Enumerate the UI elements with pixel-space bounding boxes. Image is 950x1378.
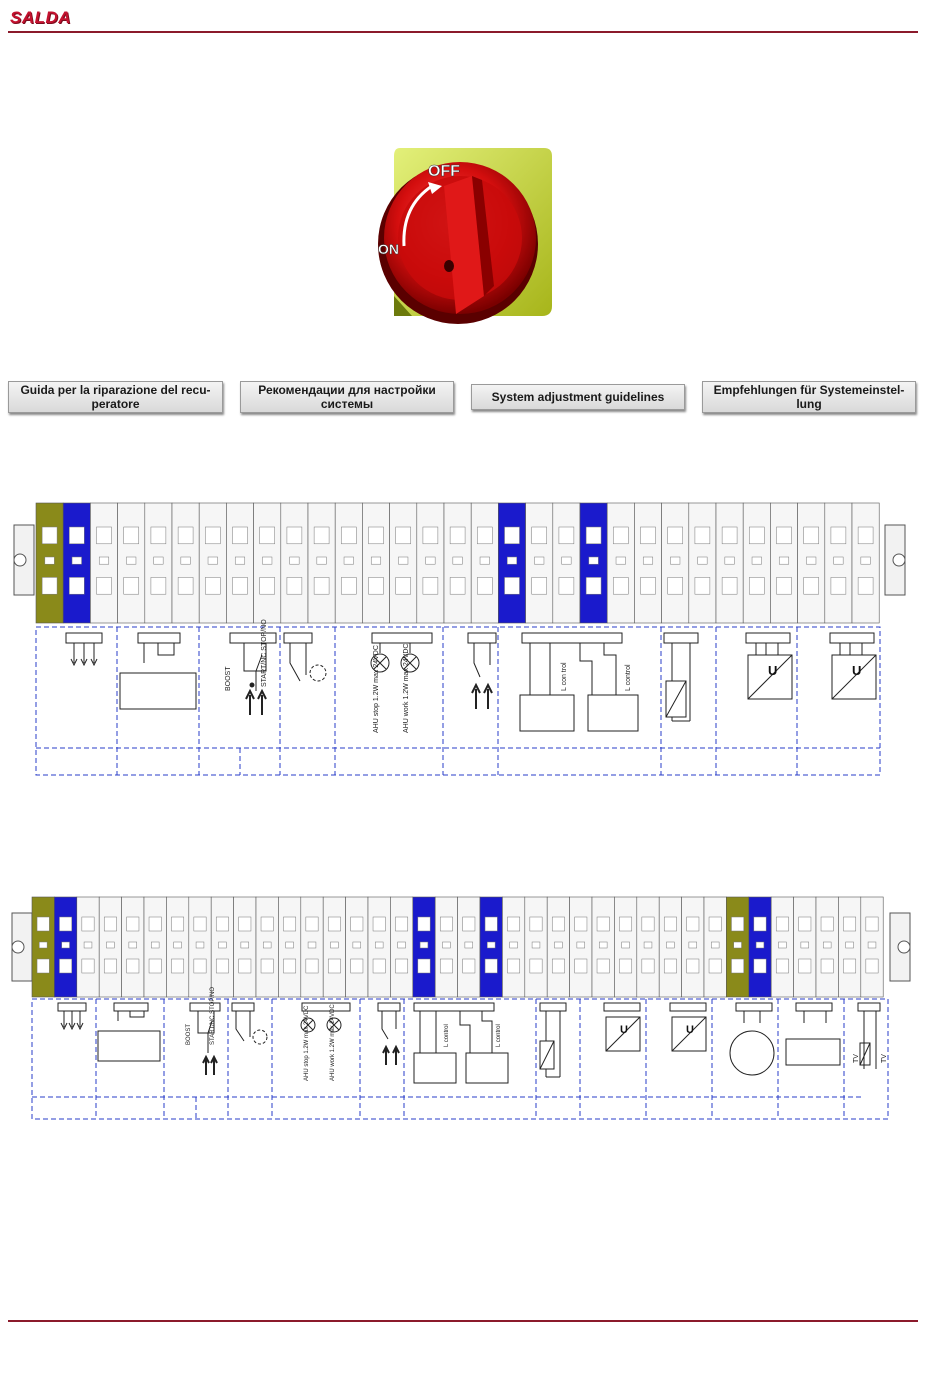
terminal-slot xyxy=(328,917,340,931)
terminal-slot xyxy=(453,557,463,564)
terminal-slot xyxy=(668,577,683,594)
terminal-slot xyxy=(749,577,764,594)
terminal-slot xyxy=(559,577,574,594)
terminal-slot xyxy=(260,527,275,544)
terminal-slot xyxy=(283,917,295,931)
terminal-slot xyxy=(641,577,656,594)
terminal-slot xyxy=(69,527,84,544)
terminal-slot xyxy=(821,959,833,973)
terminal-slot xyxy=(314,527,329,544)
terminal-slot xyxy=(124,527,139,544)
terminal-slot xyxy=(418,959,430,973)
terminal-slot xyxy=(154,557,164,564)
terminal-slot xyxy=(641,527,656,544)
terminal-slot xyxy=(395,917,407,931)
terminal-slot xyxy=(507,557,517,564)
tab-german[interactable]: Empfehlungen für Systemeinstel-lung xyxy=(702,381,916,413)
terminal-slot xyxy=(151,527,166,544)
terminal-slot xyxy=(507,959,519,973)
terminal-slot xyxy=(670,557,680,564)
terminal-slot xyxy=(149,917,161,931)
terminal-slot xyxy=(306,917,318,931)
terminal-slot xyxy=(577,942,585,948)
terminal-slot xyxy=(722,577,737,594)
terminal-slot xyxy=(106,942,114,948)
terminal-slot xyxy=(396,527,411,544)
terminal-slot xyxy=(59,959,71,973)
u-label-4: U xyxy=(686,1024,694,1036)
terminal-slot xyxy=(858,577,873,594)
terminal-slot xyxy=(398,942,406,948)
terminal-slot xyxy=(589,557,599,564)
terminal-slot xyxy=(749,527,764,544)
terminal-slot xyxy=(97,577,112,594)
footer-rule xyxy=(8,1320,918,1322)
salda-logo: SALDA xyxy=(10,8,72,27)
terminal-slot xyxy=(39,942,47,948)
terminal-slot xyxy=(418,917,430,931)
terminal-slot xyxy=(463,959,475,973)
terminal-slot xyxy=(341,577,356,594)
terminal-slot xyxy=(776,917,788,931)
terminal-slot xyxy=(530,959,542,973)
terminal-slot xyxy=(843,959,855,973)
terminal-slot xyxy=(804,577,819,594)
terminal-slot xyxy=(290,557,300,564)
terminal-slot xyxy=(423,527,438,544)
terminal-slot xyxy=(287,577,302,594)
terminal-slot xyxy=(330,942,338,948)
terminal-slot xyxy=(866,959,878,973)
u-label-3: U xyxy=(620,1024,628,1036)
terminal-slot xyxy=(777,577,792,594)
terminal-slot xyxy=(306,959,318,973)
terminal-slot xyxy=(834,557,844,564)
terminal-slot xyxy=(233,527,248,544)
terminal-slot xyxy=(806,557,816,564)
lcontrol-label-3: L control xyxy=(444,1024,450,1047)
terminal-slot xyxy=(868,942,876,948)
terminal-slot xyxy=(283,959,295,973)
terminal-slot xyxy=(174,942,182,948)
terminal-slot xyxy=(45,557,55,564)
lamp-work-label-2: AHU work 1.2W max 24VDC xyxy=(330,1004,336,1081)
terminal-slot xyxy=(178,577,193,594)
terminal-slot xyxy=(263,942,271,948)
terminal-slot xyxy=(642,959,654,973)
terminal-slot xyxy=(239,917,251,931)
terminal-slot xyxy=(599,942,607,948)
terminal-slot xyxy=(239,959,251,973)
terminal-slot xyxy=(262,557,272,564)
terminal-slot xyxy=(687,917,699,931)
terminal-slot xyxy=(328,959,340,973)
terminal-slot xyxy=(308,942,316,948)
terminal-slot xyxy=(171,917,183,931)
terminal-slot xyxy=(423,577,438,594)
terminal-slot xyxy=(510,942,518,948)
terminal-slot xyxy=(37,959,49,973)
terminal-slot xyxy=(552,959,564,973)
terminal-slot xyxy=(351,959,363,973)
terminal-slot xyxy=(619,917,631,931)
terminal-slot xyxy=(799,959,811,973)
startstop-label: START/NC STOP/NO xyxy=(261,619,268,687)
terminal-slot xyxy=(586,527,601,544)
terminal-slot xyxy=(801,942,809,948)
terminal-slot xyxy=(664,917,676,931)
terminal-slot xyxy=(778,942,786,948)
terminal-slot xyxy=(821,917,833,931)
tab-italian[interactable]: Guida per la riparazione del recu-peratore xyxy=(8,381,223,413)
lamp-stop-label-2: AHU stop 1.2W max 24VDC xyxy=(304,1005,310,1081)
terminal-slot xyxy=(205,527,220,544)
terminal-slot xyxy=(734,942,742,948)
terminal-slot xyxy=(709,959,721,973)
switch-off-label: OFF xyxy=(428,163,460,180)
u-label-2: U xyxy=(852,663,862,678)
terminal-slot xyxy=(260,577,275,594)
terminal-slot xyxy=(82,917,94,931)
terminal-slot xyxy=(858,527,873,544)
terminal-slot xyxy=(823,942,831,948)
terminal-slot xyxy=(196,942,204,948)
terminal-slot xyxy=(127,959,139,973)
terminal-slot xyxy=(597,917,609,931)
terminal-diagram-1 xyxy=(0,495,950,785)
terminal-slot xyxy=(644,942,652,948)
terminal-slot xyxy=(534,557,544,564)
terminal-slot xyxy=(99,557,109,564)
lcontrol-label-1: L con trol xyxy=(561,662,568,691)
terminal-slot xyxy=(575,959,587,973)
terminal-slot xyxy=(442,942,450,948)
lamp-work-label: AHU work 1.2W max 24VDC xyxy=(403,643,410,733)
terminal-slot xyxy=(776,959,788,973)
terminal-slot xyxy=(831,577,846,594)
terminal-slot xyxy=(477,527,492,544)
lcontrol-label-4: L control xyxy=(496,1024,502,1047)
terminal-slot xyxy=(532,942,540,948)
tab-russian[interactable]: Рекомендации для настройки системы xyxy=(240,381,454,413)
terminal-slot xyxy=(532,527,547,544)
terminal-slot xyxy=(754,917,766,931)
terminal-slot xyxy=(722,527,737,544)
terminal-slot xyxy=(530,917,542,931)
terminal-slot xyxy=(642,917,654,931)
terminal-slot xyxy=(171,959,183,973)
terminal-slot xyxy=(82,959,94,973)
terminal-slot xyxy=(465,942,473,948)
terminal-slot xyxy=(216,959,228,973)
terminal-strip-2 xyxy=(32,897,883,997)
terminal-slot xyxy=(69,577,84,594)
terminal-slot xyxy=(616,557,626,564)
terminal-slot xyxy=(233,577,248,594)
terminal-slot xyxy=(235,557,245,564)
terminal-slot xyxy=(375,942,383,948)
terminal-slot xyxy=(84,942,92,948)
terminal-slot xyxy=(777,527,792,544)
terminal-slot xyxy=(613,577,628,594)
terminal-slot xyxy=(420,942,428,948)
u-label-1: U xyxy=(768,663,778,678)
terminal-slot xyxy=(398,557,408,564)
terminal-slot xyxy=(369,577,384,594)
terminal-slot xyxy=(151,577,166,594)
tab-english[interactable]: System adjustment guidelines xyxy=(471,384,685,410)
terminal-slot xyxy=(218,942,226,948)
terminal-slot xyxy=(440,959,452,973)
terminal-slot xyxy=(831,527,846,544)
terminal-slot xyxy=(241,942,249,948)
terminal-slot xyxy=(450,527,465,544)
terminal-slot xyxy=(643,557,653,564)
main-switch-illustration xyxy=(372,146,554,328)
terminal-slot xyxy=(756,942,764,948)
terminal-slot xyxy=(205,577,220,594)
terminal-slot xyxy=(477,577,492,594)
boost-label-2: BOOST xyxy=(186,1023,192,1045)
terminal-slot xyxy=(698,557,708,564)
terminal-slot xyxy=(575,917,587,931)
terminal-slot xyxy=(151,942,159,948)
terminal-slot xyxy=(754,959,766,973)
terminal-slot xyxy=(194,959,206,973)
terminal-slot xyxy=(866,917,878,931)
terminal-slot xyxy=(505,577,520,594)
lamp-stop-label: AHU stop 1.2W max 24VDC xyxy=(373,645,380,733)
terminal-slot xyxy=(371,557,381,564)
terminal-slot xyxy=(725,557,735,564)
terminal-slot xyxy=(129,942,137,948)
terminal-slot xyxy=(463,917,475,931)
terminal-slot xyxy=(485,959,497,973)
terminal-slot xyxy=(597,959,609,973)
terminal-slot xyxy=(42,577,57,594)
terminal-slot xyxy=(480,557,490,564)
terminal-slot xyxy=(485,917,497,931)
terminal-strip-1 xyxy=(36,503,879,623)
terminal-slot xyxy=(59,917,71,931)
terminal-slot xyxy=(507,917,519,931)
terminal-slot xyxy=(613,527,628,544)
terminal-slot xyxy=(104,917,116,931)
terminal-slot xyxy=(181,557,191,564)
boost-label: BOOST xyxy=(225,666,232,691)
terminal-slot xyxy=(552,917,564,931)
terminal-slot xyxy=(317,557,327,564)
terminal-slot xyxy=(689,942,697,948)
terminal-slot xyxy=(178,527,193,544)
terminal-slot xyxy=(709,917,721,931)
terminal-slot xyxy=(711,942,719,948)
terminal-slot xyxy=(97,527,112,544)
terminal-slot xyxy=(42,527,57,544)
terminal-slot xyxy=(554,942,562,948)
terminal-slot xyxy=(562,557,572,564)
terminal-slot xyxy=(804,527,819,544)
terminal-slot xyxy=(586,577,601,594)
startstop-label-2: START/NC STOP/NO xyxy=(210,986,216,1045)
tv-label-2: TV xyxy=(881,1054,888,1063)
terminal-slot xyxy=(532,577,547,594)
terminal-slot xyxy=(216,917,228,931)
terminal-slot xyxy=(450,577,465,594)
terminal-slot xyxy=(261,959,273,973)
terminal-slot xyxy=(695,527,710,544)
terminal-slot xyxy=(752,557,762,564)
terminal-slot xyxy=(127,917,139,931)
terminal-slot xyxy=(846,942,854,948)
terminal-slot xyxy=(668,527,683,544)
terminal-slot xyxy=(622,942,630,948)
terminal-slot xyxy=(559,527,574,544)
terminal-slot xyxy=(341,527,356,544)
terminal-slot xyxy=(666,942,674,948)
terminal-slot xyxy=(373,917,385,931)
terminal-slot xyxy=(104,959,116,973)
switch-on-label: ON xyxy=(378,241,399,257)
terminal-slot xyxy=(194,917,206,931)
terminal-slot xyxy=(287,527,302,544)
terminal-slot xyxy=(426,557,436,564)
terminal-slot xyxy=(664,959,676,973)
terminal-slot xyxy=(314,577,329,594)
terminal-slot xyxy=(373,959,385,973)
terminal-slot xyxy=(124,577,139,594)
terminal-diagram-2 xyxy=(0,893,950,1125)
terminal-slot xyxy=(351,917,363,931)
terminal-slot xyxy=(505,527,520,544)
terminal-slot xyxy=(779,557,789,564)
terminal-slot xyxy=(695,577,710,594)
terminal-slot xyxy=(72,557,82,564)
terminal-slot xyxy=(286,942,294,948)
terminal-slot xyxy=(344,557,354,564)
terminal-slot xyxy=(687,959,699,973)
terminal-slot xyxy=(619,959,631,973)
terminal-slot xyxy=(440,917,452,931)
terminal-slot xyxy=(861,557,871,564)
terminal-slot xyxy=(62,942,70,948)
header-rule xyxy=(8,31,918,33)
language-tabs xyxy=(8,381,918,415)
terminal-slot xyxy=(353,942,361,948)
terminal-slot xyxy=(37,917,49,931)
terminal-slot xyxy=(799,917,811,931)
lcontrol-label-2: L control xyxy=(625,664,632,691)
terminal-slot xyxy=(261,917,273,931)
terminal-slot xyxy=(126,557,136,564)
terminal-slot xyxy=(395,959,407,973)
tv-label: TV xyxy=(853,1054,860,1063)
terminal-slot xyxy=(731,917,743,931)
terminal-slot xyxy=(149,959,161,973)
terminal-slot xyxy=(369,527,384,544)
terminal-slot xyxy=(731,959,743,973)
terminal-slot xyxy=(396,577,411,594)
terminal-slot xyxy=(487,942,495,948)
terminal-slot xyxy=(843,917,855,931)
terminal-slot xyxy=(208,557,218,564)
